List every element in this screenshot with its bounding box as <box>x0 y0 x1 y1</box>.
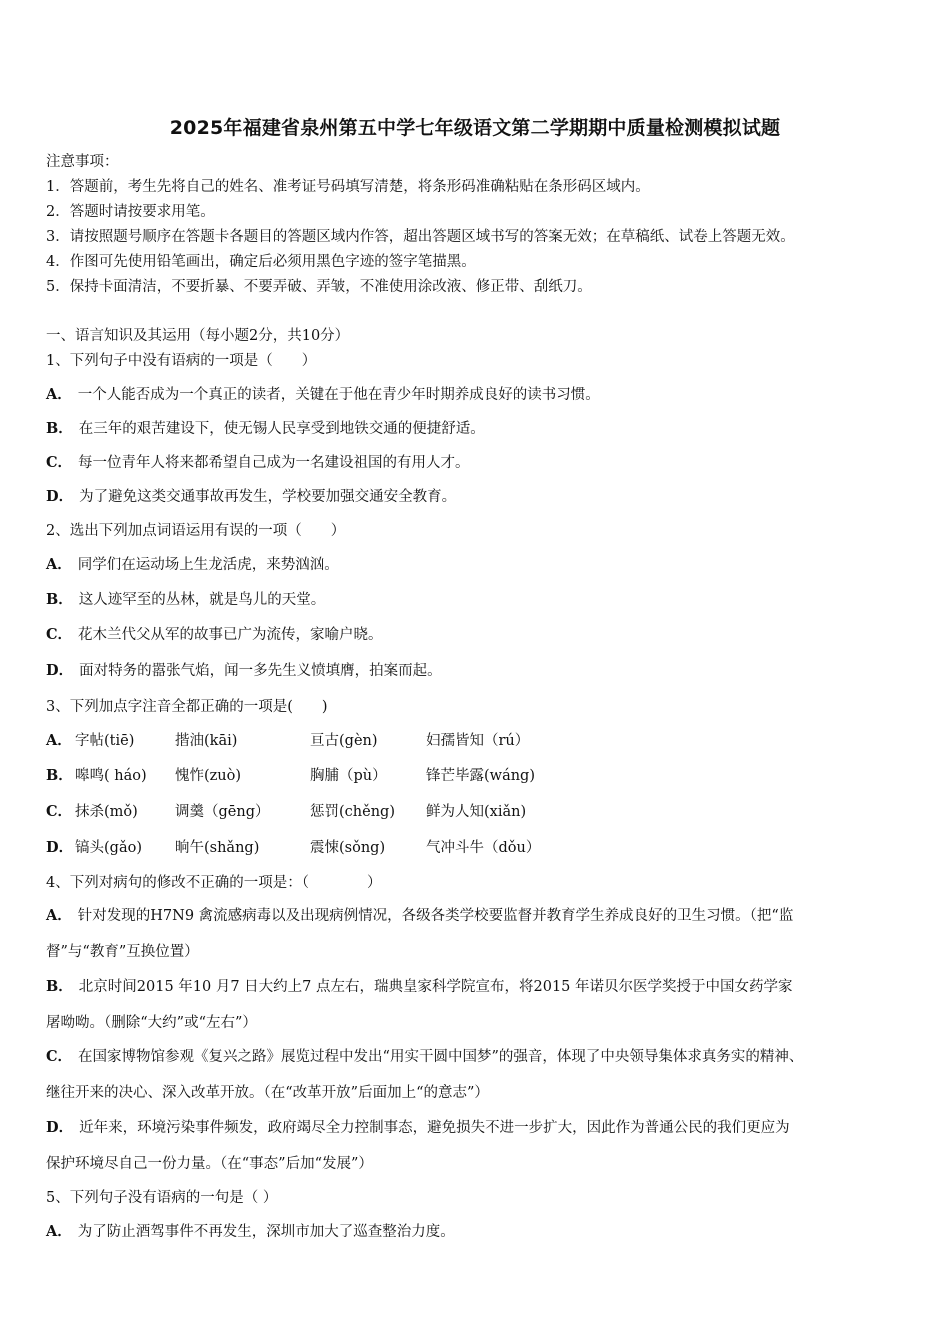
notice-heading: 注意事项： <box>46 154 119 170</box>
option-text: 花木兰代父从军的故事已广为流传，家喻户晓。 <box>78 627 383 643</box>
option-key: B． <box>46 978 73 995</box>
question-1-stem: 1、下列句子中没有语病的一项是（ ） <box>46 353 317 369</box>
option-key: A． <box>46 1223 72 1240</box>
option-key: D． <box>46 1119 74 1136</box>
pinyin-item: 抹杀(mǒ) <box>75 804 138 820</box>
option-key: B． <box>46 420 73 437</box>
option-text: 每一位青年人将来都希望自己成为一名建设祖国的有用人才。 <box>78 455 470 471</box>
option-b <box>46 977 793 997</box>
question-5-stem: 5、下列句子没有语病的一句是（ ） <box>46 1190 278 1206</box>
pinyin-item: 晌午(shǎng) <box>175 840 260 856</box>
notice-item: 5．保持卡面清洁，不要折暴、不要弄破、弄皱，不准使用涂改液、修正带、刮纸刀。 <box>46 279 592 295</box>
option-d <box>46 487 456 507</box>
pinyin-item: 震悚(sǒng) <box>310 840 386 856</box>
option-text: 同学们在运动场上生龙活虎，来势汹汹。 <box>77 557 339 573</box>
option-d <box>46 1118 790 1138</box>
question-4-stem: 4、下列对病句的修改不正确的一项是：（ ） <box>46 875 382 891</box>
option-key: B． <box>46 591 73 608</box>
option-text: 面对特务的嚣张气焰，闻一多先生义愤填膺，拍案而起。 <box>79 663 442 679</box>
pinyin-item: 揩油(kāi) <box>175 733 238 749</box>
option-a <box>46 906 793 926</box>
notice-item: 4．作图可先使用铅笔画出，确定后必须用黑色字迹的签字笔描黑。 <box>46 254 476 270</box>
notice-item: 1．答题前，考生先将自己的姓名、准考证号码填写清楚，将条形码准确粘贴在条形码区域内。 <box>46 179 650 195</box>
option-key: C． <box>46 626 73 643</box>
row-key: D． <box>46 839 74 856</box>
option-text: 近年来，环境污染事件频发，政府竭尽全力控制事态，避免损失不进一步扩大，因此作为普通公民的我们更应为 <box>79 1120 790 1136</box>
option-key: A． <box>46 907 72 924</box>
notice-item: 2．答题时请按要求用笔。 <box>46 204 215 220</box>
page-title: 2025年福建省泉州第五中学七年级语文第二学期期中质量检测模拟试题 <box>169 117 781 139</box>
option-d-continued: 保护环境尽自己一份力量。（在“事态”后加“发展”） <box>46 1156 373 1172</box>
pinyin-item: 锋芒毕露(wáng) <box>426 768 535 784</box>
option-text: 为了避免这类交通事故再发生，学校要加强交通安全教育。 <box>79 489 457 505</box>
option-c <box>46 453 470 473</box>
section-heading: 一、语言知识及其运用（每小题2分，共10分） <box>46 328 350 344</box>
row-key: B． <box>46 767 73 784</box>
option-b-continued: 屠呦呦。（删除“大约”或“左右”） <box>46 1015 257 1031</box>
pinyin-item: 镐头(gǎo) <box>75 840 142 856</box>
notice-item: 3．请按照题号顺序在答题卡各题目的答题区域内作答，超出答题区域书写的答案无效；在草稿纸、试卷上答题无效。 <box>46 229 795 245</box>
option-a <box>46 385 600 405</box>
option-b <box>46 419 485 439</box>
pinyin-item: 妇孺皆知（rú） <box>426 733 530 749</box>
row-key: A． <box>46 732 72 749</box>
pinyin-item: 鲜为人知(xiǎn) <box>426 804 527 820</box>
option-c <box>46 1047 803 1067</box>
option-d <box>46 661 442 681</box>
option-text: 针对发现的H7N9 禽流感病毒以及出现病例情况，各级各类学校要监督并教育学生养成良好的卫生习惯。（把“监 <box>77 908 794 924</box>
option-key: C． <box>46 454 73 471</box>
option-c-continued: 继往开来的决心、深入改革开放。（在“改革开放”后面加上“的意志”） <box>46 1085 489 1101</box>
option-a-continued: 督”与“教育”互换位置） <box>46 944 199 960</box>
pinyin-item: 嗥鸣( háo) <box>75 768 147 784</box>
row-key: C． <box>46 803 73 820</box>
option-b <box>46 590 325 610</box>
option-key: D． <box>46 488 74 505</box>
option-key: C． <box>46 1048 73 1065</box>
option-text: 为了防止酒驾事件不再发生，深圳市加大了巡查整治力度。 <box>77 1224 455 1240</box>
option-key: D． <box>46 662 74 679</box>
option-text: 这人迹罕至的丛林，就是鸟儿的天堂。 <box>78 592 326 608</box>
pinyin-item: 气冲斗牛（dǒu） <box>426 840 541 856</box>
option-text: 在国家博物馆参观《复兴之路》展览过程中发出“用实干圆中国梦”的强音，体现了中央领导集体求真务实的精神、 <box>78 1049 804 1065</box>
option-a <box>46 555 339 575</box>
option-text: 一个人能否成为一个真正的读者，关键在于他在青少年时期养成良好的读书习惯。 <box>77 387 600 403</box>
pinyin-item: 胸脯（pù） <box>310 768 387 784</box>
option-key: A． <box>46 386 72 403</box>
pinyin-item: 惩罚(chěng) <box>310 804 395 820</box>
pinyin-item: 愧怍(zuò) <box>175 768 242 784</box>
option-a <box>46 1222 455 1242</box>
pinyin-item: 调羹（gēng） <box>175 804 270 820</box>
pinyin-item: 字帖(tiē) <box>75 733 135 749</box>
option-text: 在三年的艰苦建设下，使无锡人民享受到地铁交通的便捷舒适。 <box>78 421 485 437</box>
option-text: 北京时间2015 年10 月7 日大约上7 点左右，瑞典皇家科学院宣布，将2015 年诺贝尔医学奖授于中国女药学家 <box>78 979 793 995</box>
question-2-stem: 2、选出下列加点词语运用有误的一项（ ） <box>46 523 346 539</box>
option-c <box>46 625 383 645</box>
question-3-stem: 3、下列加点字注音全都正确的一项是( ) <box>46 699 328 715</box>
option-key: A． <box>46 556 72 573</box>
pinyin-item: 亘古(gèn) <box>310 733 378 749</box>
